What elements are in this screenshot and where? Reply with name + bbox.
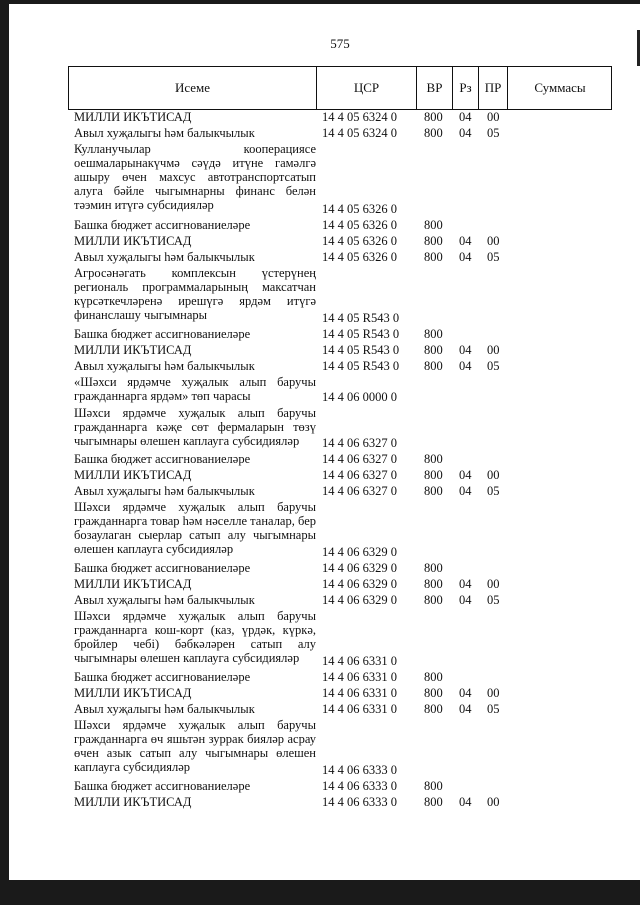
row-name: МИЛЛИ ИКЪТИСАД <box>74 234 192 248</box>
row-vr: 800 <box>424 670 443 684</box>
row-vr: 800 <box>424 343 443 357</box>
col-header-vr: ВР <box>426 80 443 95</box>
row-vr: 800 <box>424 561 443 575</box>
row-csr: 14 4 05 6326 0 <box>322 218 397 232</box>
row-vr: 800 <box>424 795 443 809</box>
row-name: МИЛЛИ ИКЪТИСАД <box>74 468 192 482</box>
row-name: МИЛЛИ ИКЪТИСАД <box>74 577 192 591</box>
row-csr: 14 4 05 R543 0 <box>322 359 400 373</box>
row-rz: 04 <box>459 468 472 482</box>
row-csr: 14 4 05 6326 0 <box>322 250 397 264</box>
row-csr: 14 4 06 6333 0 <box>322 795 397 809</box>
col-header-pr: ПР <box>484 80 502 95</box>
col-header-name: Исеме <box>174 80 211 95</box>
row-pr: 05 <box>487 250 500 264</box>
row-name: Башка бюджет ассигнованиеләре <box>74 218 251 232</box>
row-name: Кулланучылар кооперациясе оешмаларынакүчмә сәүдә итүне гамәлгә ашыру өчен махсус автотранспортсатып алуга бәйле чыгымнарны финанс белән тәэмин итүгә субсидияләр <box>74 142 316 212</box>
row-vr: 800 <box>424 359 443 373</box>
row-csr: 14 4 06 6329 0 <box>322 545 397 559</box>
row-csr: 14 4 06 6327 0 <box>322 452 397 466</box>
row-csr: 14 4 06 6327 0 <box>322 436 397 450</box>
row-name: МИЛЛИ ИКЪТИСАД <box>74 686 192 700</box>
row-name: Авыл хуҗалыгы һәм балыкчылык <box>74 250 255 264</box>
col-header-csr: ЦСР <box>353 80 380 95</box>
row-pr: 05 <box>487 702 500 716</box>
row-name: Башка бюджет ассигнованиеләре <box>74 561 251 575</box>
row-pr: 05 <box>487 359 500 373</box>
row-vr: 800 <box>424 234 443 248</box>
row-rz: 04 <box>459 686 472 700</box>
row-pr: 00 <box>487 468 500 482</box>
row-csr: 14 4 06 6327 0 <box>322 484 397 498</box>
row-csr: 14 4 06 6329 0 <box>322 593 397 607</box>
row-csr: 14 4 06 6329 0 <box>322 577 397 591</box>
scan-edge-left <box>0 0 9 905</box>
row-rz: 04 <box>459 795 472 809</box>
row-vr: 800 <box>424 686 443 700</box>
row-name: МИЛЛИ ИКЪТИСАД <box>74 343 192 357</box>
row-vr: 800 <box>424 110 443 124</box>
row-rz: 04 <box>459 702 472 716</box>
row-csr: 14 4 06 6331 0 <box>322 702 397 716</box>
row-name: Шәхси ярдәмче хуҗалык алып баручы гражданнарга кәҗе сөт фермаларын төзү чыгымнары өлешен каплауга субсидияләр <box>74 406 316 448</box>
row-name: Авыл хуҗалыгы һәм балыкчылык <box>74 593 255 607</box>
row-name: Агросәнәгать комплексын үстерүнең региональ программаларының максатчан күрсәткечләренә ирешүгә ярдәм итүгә финанслашу чыгымнары <box>74 266 316 322</box>
row-csr: 14 4 06 6331 0 <box>322 670 397 684</box>
row-name: Авыл хуҗалыгы һәм балыкчылык <box>74 484 255 498</box>
page-number: 575 <box>330 36 350 51</box>
row-csr: 14 4 06 6329 0 <box>322 561 397 575</box>
row-csr: 14 4 05 6326 0 <box>322 234 397 248</box>
row-csr: 14 4 05 6324 0 <box>322 126 397 140</box>
row-pr: 00 <box>487 343 500 357</box>
row-rz: 04 <box>459 343 472 357</box>
row-vr: 800 <box>424 218 443 232</box>
row-name: МИЛЛИ ИКЪТИСАД <box>74 795 192 809</box>
row-csr: 14 4 06 6327 0 <box>322 468 397 482</box>
row-name: Башка бюджет ассигнованиеләре <box>74 779 251 793</box>
row-rz: 04 <box>459 593 472 607</box>
row-csr: 14 4 06 6333 0 <box>322 779 397 793</box>
row-vr: 800 <box>424 577 443 591</box>
row-name: МИЛЛИ ИКЪТИСАД <box>74 110 192 124</box>
row-pr: 05 <box>487 593 500 607</box>
row-name: Авыл хуҗалыгы һәм балыкчылык <box>74 702 255 716</box>
row-csr: 14 4 05 6324 0 <box>322 110 397 124</box>
row-vr: 800 <box>424 327 443 341</box>
row-rz: 04 <box>459 250 472 264</box>
row-name: Башка бюджет ассигнованиеләре <box>74 327 251 341</box>
row-pr: 00 <box>487 234 500 248</box>
row-rz: 04 <box>459 577 472 591</box>
row-rz: 04 <box>459 234 472 248</box>
row-vr: 800 <box>424 779 443 793</box>
row-name: Башка бюджет ассигнованиеләре <box>74 670 251 684</box>
row-name: Шәхси ярдәмче хуҗалык алып баручы гражданнарга өч яшьтән зуррак бияләр асрау өчен азык сатып алу чыгымнары өлешен каплауга субсидияләр <box>74 718 316 774</box>
row-vr: 800 <box>424 452 443 466</box>
row-vr: 800 <box>424 250 443 264</box>
row-vr: 800 <box>424 702 443 716</box>
row-vr: 800 <box>424 126 443 140</box>
row-name: Шәхси ярдәмче хуҗалык алып баручы гражданнарга товар һәм нәселле таналар, бер бозаулаган сыерлар сатып алу чыгымнары өлешен каплауга субсидияләр <box>74 500 316 556</box>
row-name: «Шәхси ярдәмче хуҗалык алып баручы гражданнарга ярдәм» төп чарасы <box>74 375 316 403</box>
row-csr: 14 4 06 6333 0 <box>322 763 397 777</box>
row-csr: 14 4 05 6326 0 <box>322 202 397 216</box>
row-name: Авыл хуҗалыгы һәм балыкчылык <box>74 359 255 373</box>
scan-edge-top <box>0 0 640 4</box>
row-vr: 800 <box>424 468 443 482</box>
row-rz: 04 <box>459 484 472 498</box>
col-header-rz: Рз <box>459 80 472 95</box>
row-csr: 14 4 06 6331 0 <box>322 654 397 668</box>
row-pr: 00 <box>487 795 500 809</box>
row-pr: 00 <box>487 686 500 700</box>
row-rz: 04 <box>459 110 472 124</box>
row-name: Башка бюджет ассигнованиеләре <box>74 452 251 466</box>
row-csr: 14 4 05 R543 0 <box>322 343 400 357</box>
row-rz: 04 <box>459 359 472 373</box>
row-vr: 800 <box>424 484 443 498</box>
row-csr: 14 4 05 R543 0 <box>322 327 400 341</box>
row-vr: 800 <box>424 593 443 607</box>
row-csr: 14 4 05 R543 0 <box>322 311 400 325</box>
table-header <box>68 66 612 110</box>
row-name: Авыл хуҗалыгы һәм балыкчылык <box>74 126 255 140</box>
row-pr: 05 <box>487 126 500 140</box>
row-pr: 00 <box>487 110 500 124</box>
row-name: Шәхси ярдәмче хуҗалык алып баручы гражданнарга кош-корт (каз, үрдәк, күркә, бройлер чебі) бәбкәләрен сатып алу чыгымнары өлешен каплауга субсидияләр <box>74 609 316 665</box>
row-pr: 00 <box>487 577 500 591</box>
row-rz: 04 <box>459 126 472 140</box>
row-csr: 14 4 06 0000 0 <box>322 390 397 404</box>
scan-edge-bottom <box>0 880 640 905</box>
row-csr: 14 4 06 6331 0 <box>322 686 397 700</box>
row-pr: 05 <box>487 484 500 498</box>
col-header-sum: Суммасы <box>534 80 586 95</box>
